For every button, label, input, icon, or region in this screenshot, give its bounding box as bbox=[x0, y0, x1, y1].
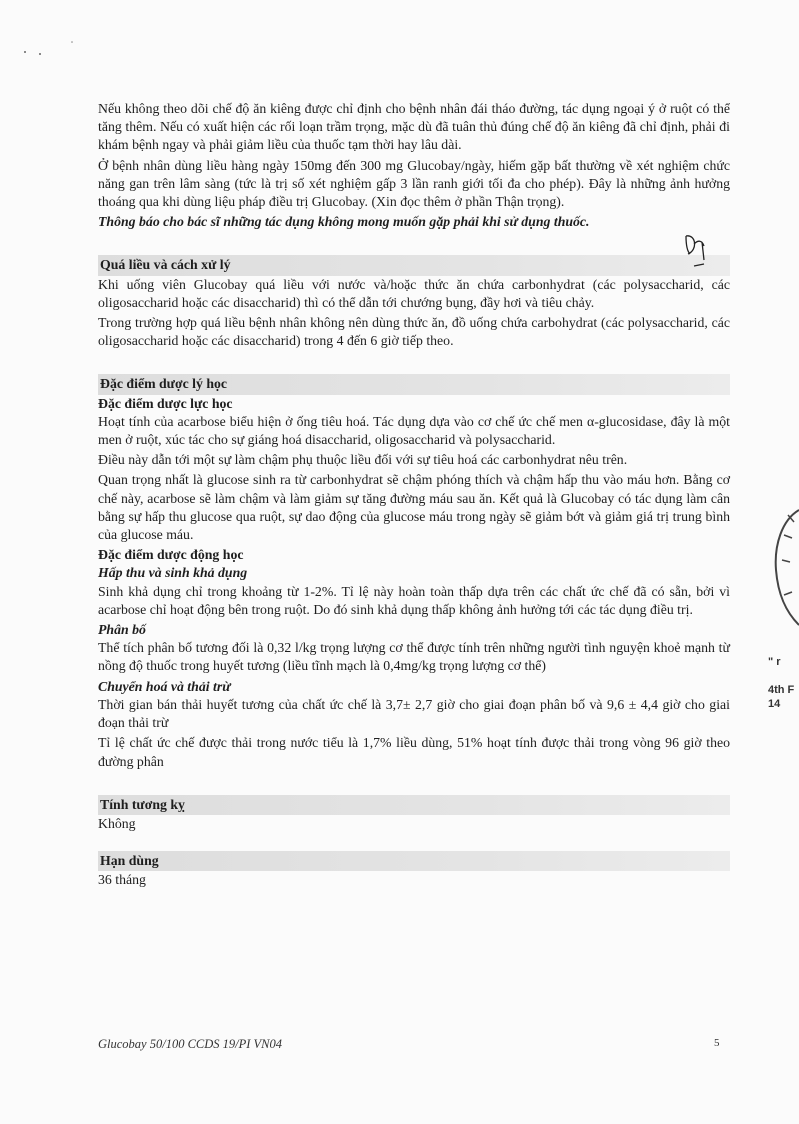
distribution-paragraph: Thể tích phân bố tương đối là 0,32 l/kg trọng lượng cơ thể được tính trên những người tình nguyện khoẻ mạnh từ nồng độ thuốc trong huyết tương (liều tĩnh mạch là 0,4mg/kg trọng lượng cơ thể) bbox=[98, 640, 730, 674]
handwritten-initials-icon bbox=[682, 230, 712, 275]
intro-paragraph-2: Ở bệnh nhân dùng liều hàng ngày 150mg đến 300 mg Glucobay/ngày, hiếm gặp bất thường về xét nghiệm chức năng gan trên lâm sàng (tức là trị số xét nghiệm gấp 3 lần ranh giới tối đa cho phép). Đây là những ảnh hưởng thoáng qua khi dùng liệu pháp điều trị Glucobay. (Xin đọc thêm ở phần Thận trọng). bbox=[98, 157, 730, 210]
section-heading-shelf-life: Hạn dùng bbox=[98, 851, 730, 871]
adverse-effects-notice: Thông báo cho bác sĩ những tác dụng không mong muốn gặp phải khi sử dụng thuốc. bbox=[98, 214, 590, 230]
pharmacodynamics-paragraph-2: Điều này dẫn tới một sự làm chậm phụ thuộc liều đối với sự tiêu hoá các carbonhydrat nêu trên. bbox=[98, 452, 628, 468]
stamp-text-line-1: " r bbox=[768, 656, 781, 668]
intro-paragraph-1: Nếu không theo dõi chế độ ăn kiêng được chỉ định cho bệnh nhân đái tháo đường, tác dụng ngoại ý ở ruột có thể tăng thêm. Nếu có xuất hiện các rối loạn trầm trọng, mặc dù đã tuân thủ đúng chế độ ăn kiêng đã chỉ định, phải đi khám bệnh ngay và phải giảm liều của thuốc tạm thời hay lâu dài. bbox=[98, 101, 730, 153]
partial-stamp-icon bbox=[760, 500, 799, 700]
scan-speck-marks bbox=[22, 38, 82, 63]
shelf-life-value: 36 tháng bbox=[98, 872, 146, 888]
pharmacodynamics-paragraph-3: Quan trọng nhất là glucose sinh ra từ carbonhydrat sẽ chậm phóng thích và chậm hấp thu vào máu hơn. Bằng cơ chế này, acarbose sẽ làm chậm và làm giảm sự tăng đường máu sau ăn. Kết quả là Glucobay có tác dụng làm cân bằng sự hấp thu glucose qua ruột, sự dao động của glucose máu trong ngày sẽ giảm bớt và giảm giá trị trung bình của glucose máu. bbox=[98, 472, 730, 543]
footer-page-number: 5 bbox=[714, 1037, 720, 1049]
section-heading-overdose: Quá liều và cách xử lý bbox=[98, 255, 730, 275]
subheading-pharmacokinetics: Đặc điểm dược động học bbox=[98, 547, 244, 563]
subheading-metabolism: Chuyển hoá và thải trừ bbox=[98, 678, 231, 694]
document-body bbox=[98, 100, 730, 892]
section-heading-compatibility: Tính tương kỵ bbox=[98, 795, 730, 815]
metabolism-paragraph-1: Thời gian bán thải huyết tương của chất ức chế là 3,7± 2,7 giờ cho giai đoạn phân bố và 9,6 ± 4,4 giờ cho giai đoạn thải trừ bbox=[98, 696, 730, 731]
pharmacodynamics-paragraph-1: Hoạt tính của acarbose biểu hiện ở ống tiêu hoá. Tác dụng dựa vào cơ chế ức chế men α-glucosidase, đây là một men ở ruột, xúc tác cho sự giáng hoá disaccharid, oligosaccharid và polysaccharid. bbox=[98, 413, 730, 448]
subheading-absorption: Hấp thu và sinh khả dụng bbox=[98, 565, 248, 581]
absorption-paragraph: Sinh khả dụng chỉ trong khoảng từ 1-2%. Tỉ lệ này hoàn toàn thấp dựa trên các chất ức chế đã có sẵn, bởi vì acarbose chỉ hoạt động bên trong ruột. Do đó sinh khả dụng thấp không ảnh hưởng tới các tác dụng điều trị. bbox=[98, 583, 730, 617]
overdose-paragraph-2: Trong trường hợp quá liều bệnh nhân không nên dùng thức ăn, đồ uống chứa carbohydrat (các polysaccharid, các oligosaccharid hoặc các disaccharid) trong 4 đến 6 giờ tiếp theo. bbox=[98, 315, 730, 349]
subheading-pharmacodynamics: Đặc điểm dược lực học bbox=[98, 395, 233, 411]
compatibility-value: Không bbox=[98, 815, 136, 831]
section-heading-pharmacology: Đặc điểm dược lý học bbox=[98, 374, 730, 394]
stamp-text-line-2: 4th F bbox=[768, 684, 795, 696]
stamp-text-line-3: 14 bbox=[768, 698, 781, 710]
footer-document-code: Glucobay 50/100 CCDS 19/PI VN04 bbox=[98, 1037, 283, 1051]
subheading-distribution: Phân bố bbox=[98, 622, 146, 638]
overdose-paragraph-1: Khi uống viên Glucobay quá liều với nước và/hoặc thức ăn chứa carbonhydrat (các polysaccharid, các oligosaccharid hoặc các disaccharid) thì có thể dẫn tới chướng bụng, đầy hơi và tiêu chảy. bbox=[98, 276, 730, 310]
metabolism-paragraph-2: Tỉ lệ chất ức chế được thải trong nước tiểu là 1,7% liều dùng, 51% hoạt tính được thải trong vòng 96 giờ theo đường phân bbox=[98, 735, 730, 769]
